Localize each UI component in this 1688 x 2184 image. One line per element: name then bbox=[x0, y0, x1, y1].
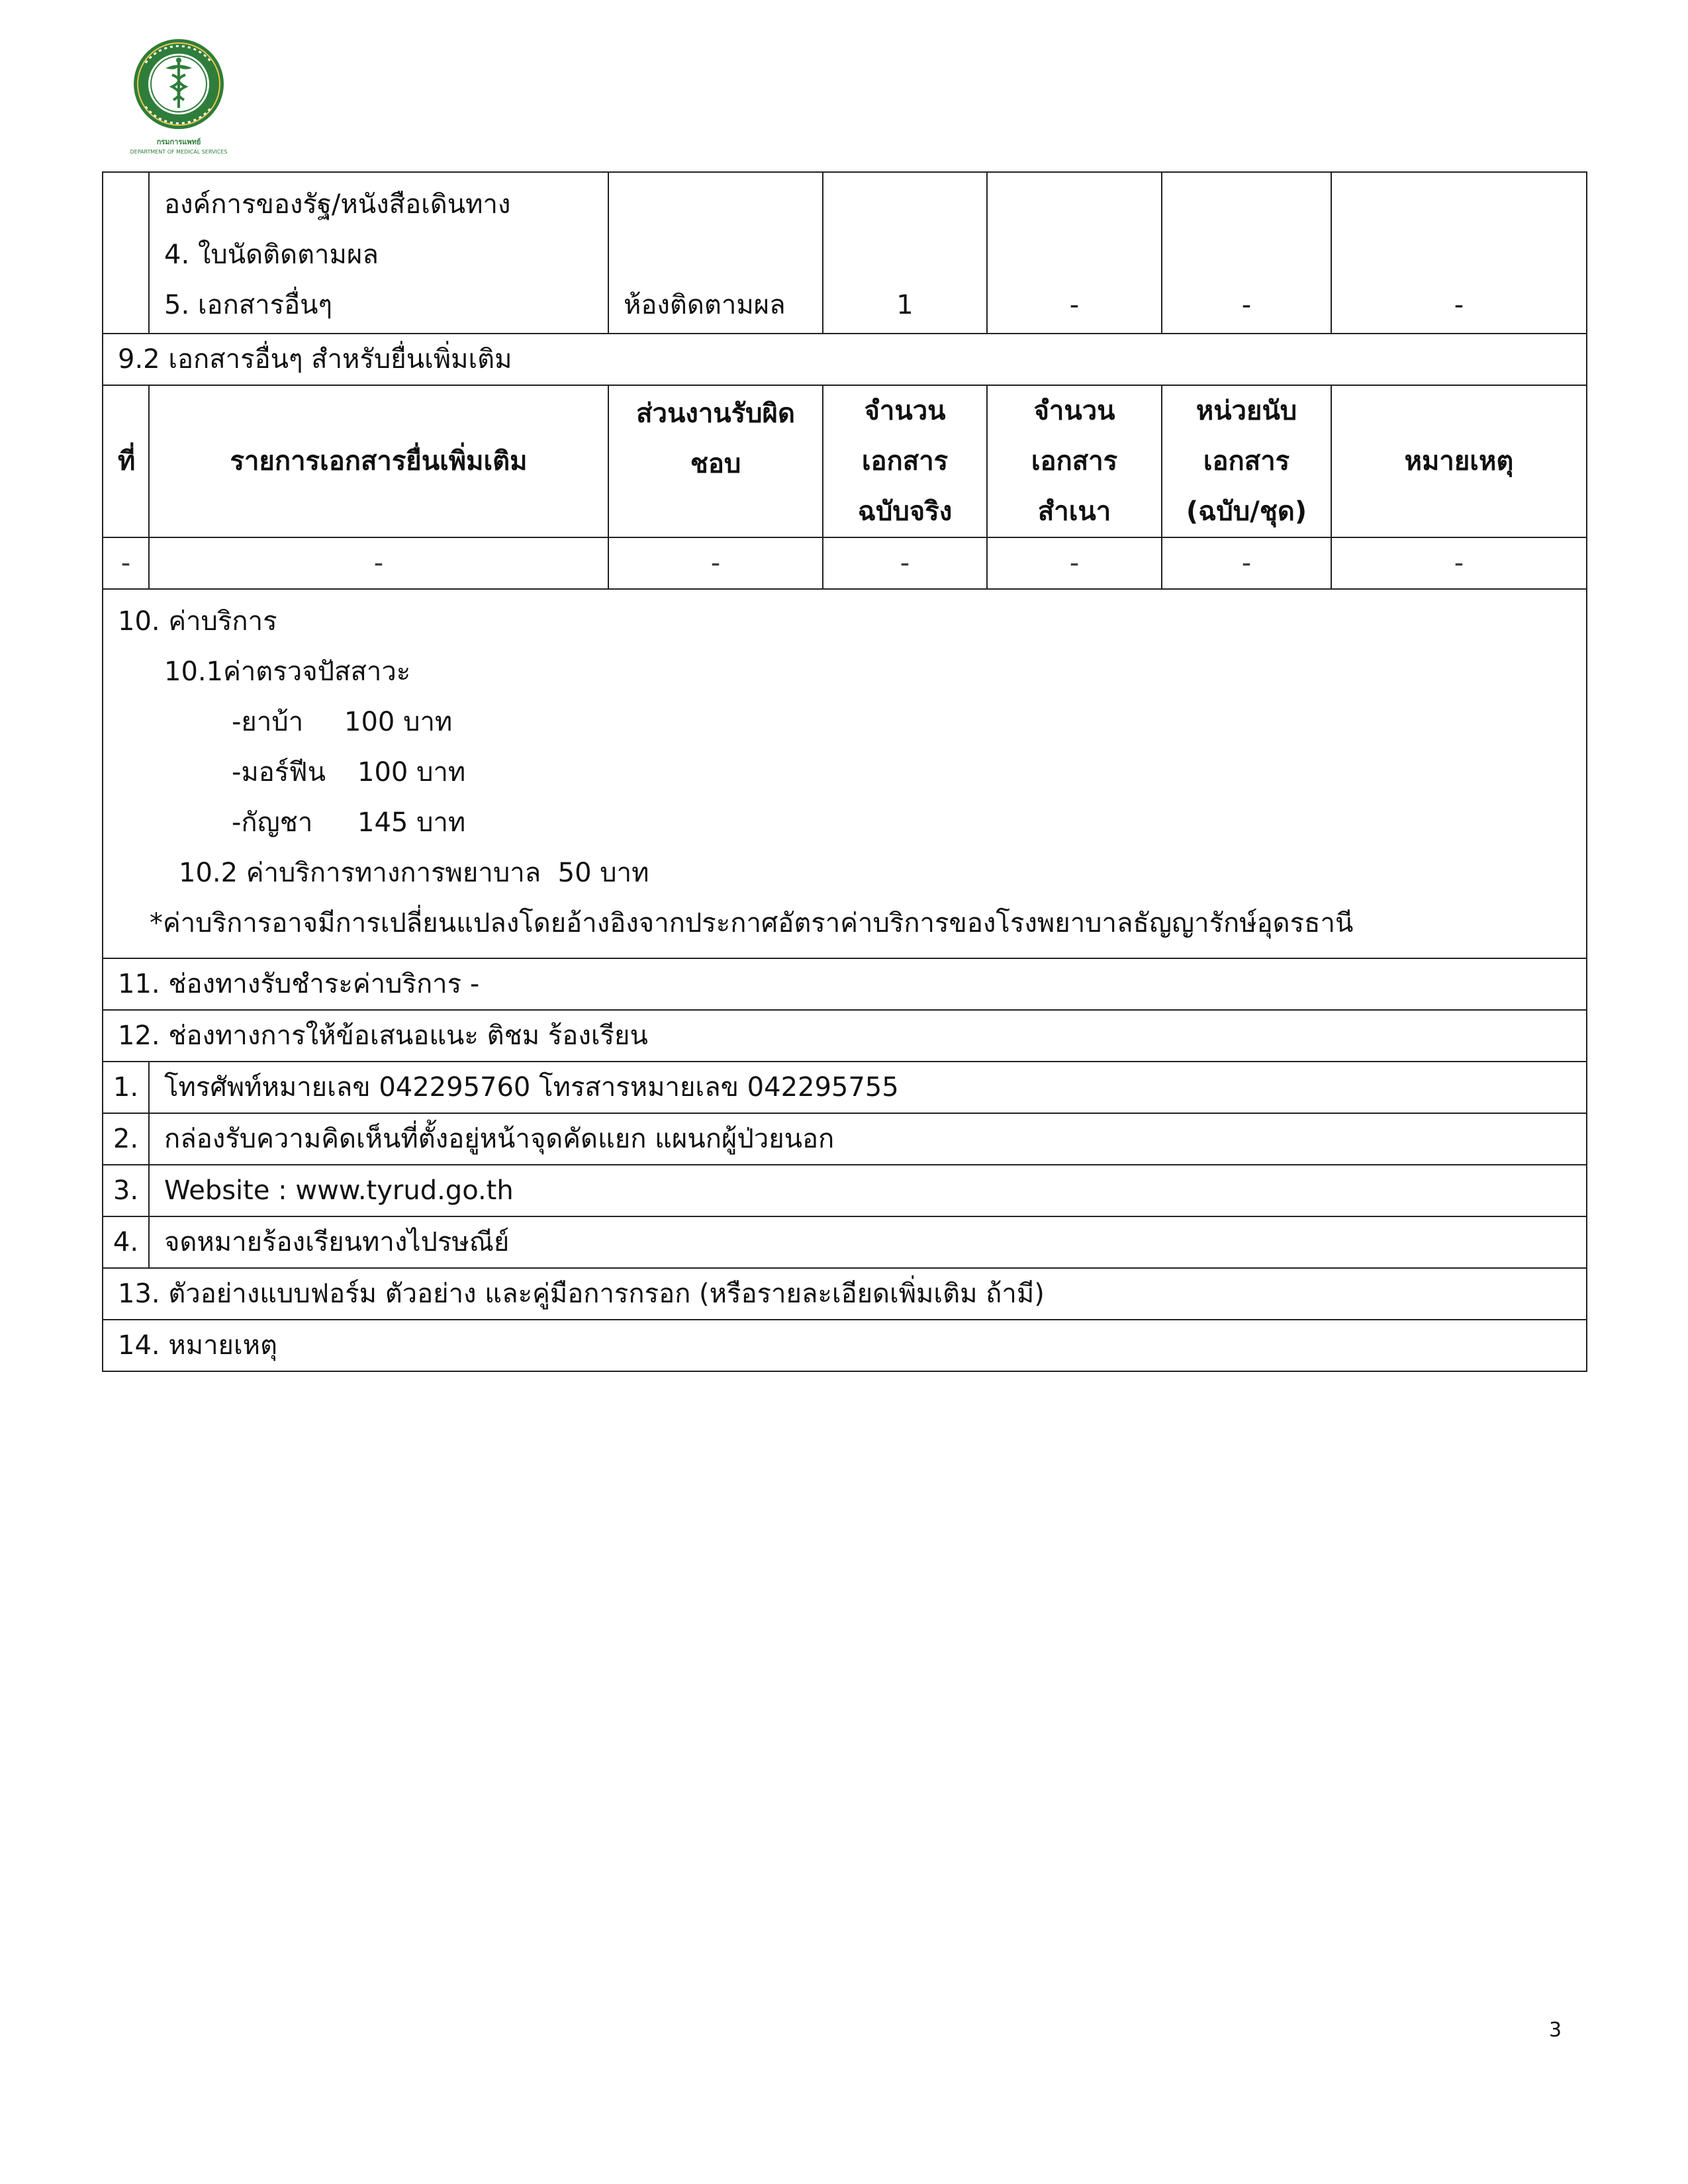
section-10-fees bbox=[103, 589, 1587, 958]
header-no: ที่ bbox=[103, 385, 149, 537]
header-department: ส่วนงานรับผิดชอบ bbox=[608, 385, 823, 537]
continued-copy-count: - bbox=[987, 172, 1162, 334]
channel-1-no: 1. bbox=[103, 1062, 149, 1113]
document-table bbox=[102, 171, 1587, 1372]
section-14-remarks: 14. หมายเหตุ bbox=[103, 1320, 1587, 1371]
fees-nursing: 10.2 ค่าบริการทางการพยาบาล 50 บาท bbox=[179, 858, 649, 888]
row-remark: - bbox=[1331, 537, 1587, 589]
fee-item-2 bbox=[118, 747, 1571, 797]
header-unit: หน่วยนับเอกสาร (ฉบับ/ชุด) bbox=[1162, 385, 1331, 537]
continued-remark: - bbox=[1331, 172, 1587, 334]
logo-caption-thai: กรมการแพทย์ bbox=[156, 138, 201, 146]
fees-title: 10. ค่าบริการ bbox=[118, 606, 277, 637]
channel-4-no: 4. bbox=[103, 1216, 149, 1268]
channel-row bbox=[103, 1216, 1587, 1268]
header-remark: หมายเหตุ bbox=[1331, 385, 1587, 537]
continued-department-cell: ห้องติดตามผล bbox=[608, 172, 823, 334]
logo-seal-icon bbox=[119, 36, 238, 136]
row-no: - bbox=[103, 537, 149, 589]
section-13-forms: 13. ตัวอย่างแบบฟอร์ม ตัวอย่าง และคู่มือการกรอก (หรือรายละเอียดเพิ่มเติม ถ้ามี) bbox=[103, 1268, 1587, 1320]
row-unit: - bbox=[1162, 537, 1331, 589]
section-9-2-header-row bbox=[103, 385, 1587, 537]
section-14-row bbox=[103, 1320, 1587, 1371]
channel-3-no: 3. bbox=[103, 1165, 149, 1216]
row-department: - bbox=[608, 537, 823, 589]
channel-row bbox=[103, 1062, 1587, 1113]
header-item: รายการเอกสารยื่นเพิ่มเติม bbox=[149, 385, 608, 537]
logo-caption-english: DEPARTMENT OF MEDICAL SERVICES bbox=[130, 149, 228, 155]
continued-document-row bbox=[103, 172, 1587, 334]
header-original: จำนวนเอกสาร ฉบับจริง bbox=[823, 385, 987, 537]
section-12-row bbox=[103, 1010, 1587, 1062]
row-item: - bbox=[149, 537, 608, 589]
row-copy: - bbox=[987, 537, 1162, 589]
fee-item-3-price: 145 บาท bbox=[357, 807, 466, 838]
fee-item-3 bbox=[118, 797, 1571, 848]
continued-line-1: องค์การของรัฐ/หนังสือเดินทาง bbox=[164, 189, 511, 220]
fees-note: *ค่าบริการอาจมีการเปลี่ยนแปลงโดยอ้างอิงจากประกาศอัตราค่าบริการของโรงพยาบาลธัญญารักษ์อุดรธานี bbox=[150, 908, 1354, 938]
fee-item-1-name: -ยาบ้า bbox=[232, 707, 304, 737]
section-10-row bbox=[103, 589, 1587, 958]
continued-line-3: 5. เอกสารอื่นๆ bbox=[164, 290, 333, 320]
section-9-2-title: 9.2 เอกสารอื่นๆ สำหรับยื่นเพิ่มเติม bbox=[103, 334, 1587, 385]
channel-row bbox=[103, 1113, 1587, 1165]
fee-item-2-price: 100 บาท bbox=[357, 757, 466, 788]
page-number: 3 bbox=[1549, 2019, 1562, 2042]
section-9-2-empty-row bbox=[103, 537, 1587, 589]
continued-no-cell bbox=[103, 172, 149, 334]
header-copy: จำนวนเอกสาร สำเนา bbox=[987, 385, 1162, 537]
ministry-logo bbox=[119, 36, 238, 162]
continued-original-count: 1 bbox=[823, 172, 987, 334]
section-13-row bbox=[103, 1268, 1587, 1320]
fee-item-2-name: -มอร์ฟีน bbox=[232, 757, 326, 788]
fee-item-1-price: 100 บาท bbox=[344, 707, 453, 737]
fee-item-1 bbox=[118, 697, 1571, 747]
continued-unit: - bbox=[1162, 172, 1331, 334]
fees-urine-test: 10.1ค่าตรวจปัสสาวะ bbox=[164, 657, 411, 687]
channel-2-no: 2. bbox=[103, 1113, 149, 1165]
section-11-row bbox=[103, 958, 1587, 1010]
channel-4-text: จดหมายร้องเรียนทางไปรษณีย์ bbox=[149, 1216, 1587, 1268]
channel-row bbox=[103, 1165, 1587, 1216]
section-9-2-title-row bbox=[103, 334, 1587, 385]
channel-2-text: กล่องรับความคิดเห็นที่ตั้งอยู่หน้าจุดคัดแยก แผนกผู้ป่วยนอก bbox=[149, 1113, 1587, 1165]
section-11-payment-channels: 11. ช่องทางรับชำระค่าบริการ - bbox=[103, 958, 1587, 1010]
section-12-title: 12. ช่องทางการให้ข้อเสนอแนะ ติชม ร้องเรียน bbox=[103, 1010, 1587, 1062]
channel-1-text: โทรศัพท์หมายเลข 042295760 โทรสารหมายเลข 042295755 bbox=[149, 1062, 1587, 1113]
continued-item-cell bbox=[149, 172, 608, 334]
row-original: - bbox=[823, 537, 987, 589]
continued-line-2: 4. ใบนัดติดตามผล bbox=[164, 240, 379, 270]
fee-item-3-name: -กัญชา bbox=[232, 807, 313, 838]
channel-3-text: Website : www.tyrud.go.th bbox=[149, 1165, 1587, 1216]
